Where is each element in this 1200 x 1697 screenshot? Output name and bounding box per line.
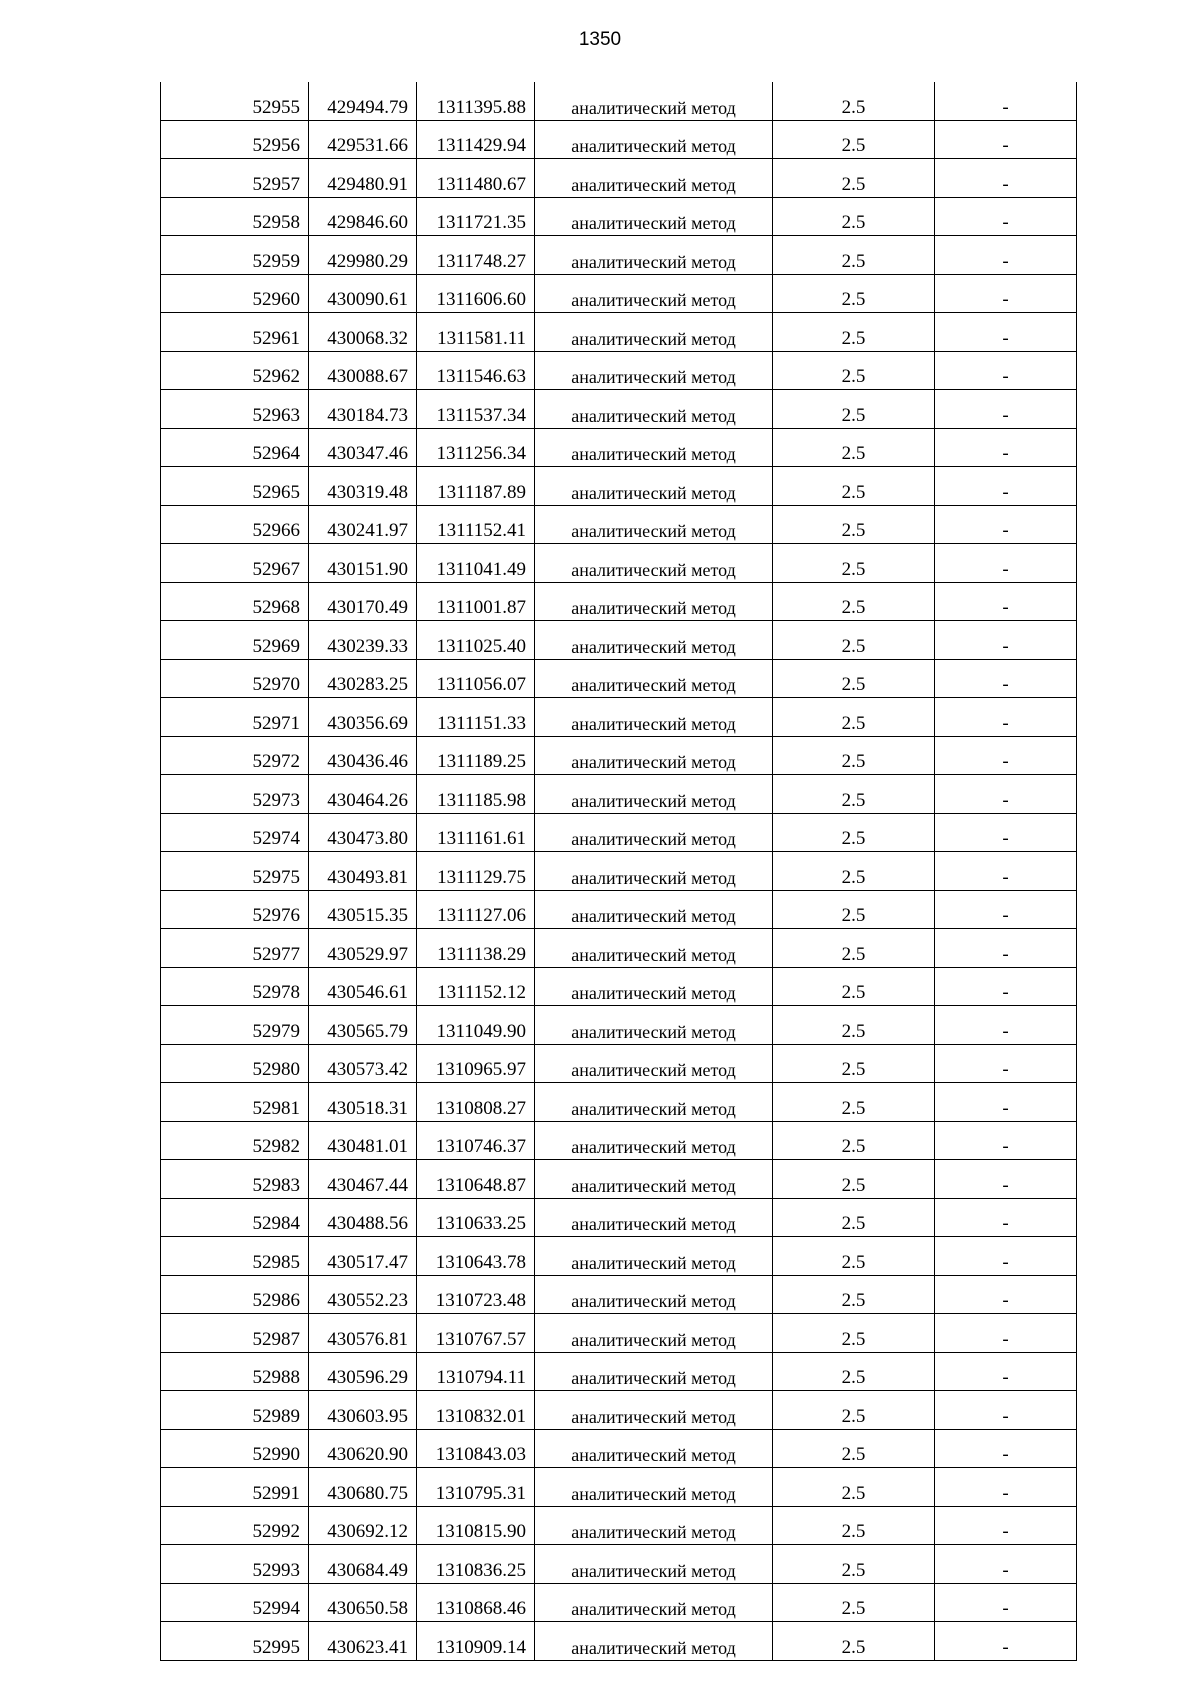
x-coordinate-cell: 429980.29 [309,236,417,275]
table-row [161,313,1077,352]
table-row [161,1083,1077,1122]
table-row [161,236,1077,275]
method-cell: аналитический метод [535,698,773,737]
note-cell: - [935,1275,1077,1314]
y-coordinate-cell: 1310746.37 [417,1121,535,1160]
y-coordinate-cell: 1310836.25 [417,1545,535,1584]
note-cell: - [935,1237,1077,1276]
method-cell: аналитический метод [535,236,773,275]
note-cell: - [935,621,1077,660]
point-number-cell: 52985 [161,1237,309,1276]
table-row [161,621,1077,660]
point-number-cell: 52973 [161,775,309,814]
y-coordinate-cell: 1311129.75 [417,852,535,891]
method-cell: аналитический метод [535,1314,773,1353]
x-coordinate-cell: 430464.26 [309,775,417,814]
accuracy-cell: 2.5 [773,582,935,621]
table-row [161,274,1077,313]
point-number-cell: 52974 [161,813,309,852]
x-coordinate-cell: 430170.49 [309,582,417,621]
point-number-cell: 52979 [161,1006,309,1045]
method-cell: аналитический метод [535,544,773,583]
note-cell: - [935,1121,1077,1160]
note-cell: - [935,544,1077,583]
accuracy-cell: 2.5 [773,1121,935,1160]
point-number-cell: 52970 [161,659,309,698]
y-coordinate-cell: 1310795.31 [417,1468,535,1507]
method-cell: аналитический метод [535,1083,773,1122]
point-number-cell: 52955 [161,82,309,120]
accuracy-cell: 2.5 [773,1429,935,1468]
accuracy-cell: 2.5 [773,1622,935,1661]
accuracy-cell: 2.5 [773,1545,935,1584]
table-row [161,120,1077,159]
x-coordinate-cell: 430493.81 [309,852,417,891]
table-row [161,390,1077,429]
x-coordinate-cell: 430473.80 [309,813,417,852]
note-cell: - [935,698,1077,737]
note-cell: - [935,1429,1077,1468]
x-coordinate-cell: 430573.42 [309,1044,417,1083]
table-row [161,1352,1077,1391]
note-cell: - [935,1160,1077,1199]
note-cell: - [935,852,1077,891]
point-number-cell: 52959 [161,236,309,275]
x-coordinate-cell: 430090.61 [309,274,417,313]
accuracy-cell: 2.5 [773,1352,935,1391]
note-cell: - [935,313,1077,352]
method-cell: аналитический метод [535,1121,773,1160]
table-row [161,813,1077,852]
table-row [161,197,1077,236]
x-coordinate-cell: 430515.35 [309,890,417,929]
table-row [161,775,1077,814]
point-number-cell: 52995 [161,1622,309,1661]
note-cell: - [935,1506,1077,1545]
method-cell: аналитический метод [535,1275,773,1314]
accuracy-cell: 2.5 [773,852,935,891]
accuracy-cell: 2.5 [773,967,935,1006]
point-number-cell: 52957 [161,159,309,198]
y-coordinate-cell: 1311581.11 [417,313,535,352]
table-row [161,505,1077,544]
accuracy-cell: 2.5 [773,736,935,775]
accuracy-cell: 2.5 [773,236,935,275]
method-cell: аналитический метод [535,1198,773,1237]
table-row [161,1391,1077,1430]
method-cell: аналитический метод [535,159,773,198]
point-number-cell: 52978 [161,967,309,1006]
method-cell: аналитический метод [535,775,773,814]
table-row [161,1545,1077,1584]
table-row [161,852,1077,891]
note-cell: - [935,890,1077,929]
note-cell: - [935,1352,1077,1391]
note-cell: - [935,1083,1077,1122]
point-number-cell: 52977 [161,929,309,968]
x-coordinate-cell: 430552.23 [309,1275,417,1314]
method-cell: аналитический метод [535,1044,773,1083]
method-cell: аналитический метод [535,505,773,544]
table-row [161,467,1077,506]
accuracy-cell: 2.5 [773,544,935,583]
y-coordinate-cell: 1311152.12 [417,967,535,1006]
y-coordinate-cell: 1311606.60 [417,274,535,313]
note-cell: - [935,197,1077,236]
accuracy-cell: 2.5 [773,1160,935,1199]
y-coordinate-cell: 1310815.90 [417,1506,535,1545]
note-cell: - [935,1545,1077,1584]
method-cell: аналитический метод [535,1622,773,1661]
point-number-cell: 52967 [161,544,309,583]
y-coordinate-cell: 1311138.29 [417,929,535,968]
accuracy-cell: 2.5 [773,1468,935,1507]
method-cell: аналитический метод [535,736,773,775]
accuracy-cell: 2.5 [773,313,935,352]
accuracy-cell: 2.5 [773,390,935,429]
method-cell: аналитический метод [535,929,773,968]
method-cell: аналитический метод [535,1583,773,1622]
method-cell: аналитический метод [535,1160,773,1199]
point-number-cell: 52969 [161,621,309,660]
y-coordinate-cell: 1311480.67 [417,159,535,198]
point-number-cell: 52982 [161,1121,309,1160]
x-coordinate-cell: 430467.44 [309,1160,417,1199]
x-coordinate-cell: 430088.67 [309,351,417,390]
y-coordinate-cell: 1311025.40 [417,621,535,660]
note-cell: - [935,1044,1077,1083]
note-cell: - [935,967,1077,1006]
y-coordinate-cell: 1311041.49 [417,544,535,583]
note-cell: - [935,351,1077,390]
table-row [161,1198,1077,1237]
y-coordinate-cell: 1310648.87 [417,1160,535,1199]
accuracy-cell: 2.5 [773,159,935,198]
table-row [161,428,1077,467]
x-coordinate-cell: 430692.12 [309,1506,417,1545]
point-number-cell: 52975 [161,852,309,891]
table-row [161,582,1077,621]
accuracy-cell: 2.5 [773,775,935,814]
method-cell: аналитический метод [535,1237,773,1276]
table-row [161,1583,1077,1622]
table-row [161,1275,1077,1314]
method-cell: аналитический метод [535,1391,773,1430]
x-coordinate-cell: 430620.90 [309,1429,417,1468]
x-coordinate-cell: 430481.01 [309,1121,417,1160]
method-cell: аналитический метод [535,967,773,1006]
accuracy-cell: 2.5 [773,1391,935,1430]
method-cell: аналитический метод [535,1006,773,1045]
y-coordinate-cell: 1311152.41 [417,505,535,544]
table-row [161,1429,1077,1468]
note-cell: - [935,467,1077,506]
x-coordinate-cell: 430151.90 [309,544,417,583]
note-cell: - [935,736,1077,775]
accuracy-cell: 2.5 [773,813,935,852]
y-coordinate-cell: 1311429.94 [417,120,535,159]
method-cell: аналитический метод [535,120,773,159]
note-cell: - [935,659,1077,698]
method-cell: аналитический метод [535,621,773,660]
accuracy-cell: 2.5 [773,197,935,236]
y-coordinate-cell: 1310808.27 [417,1083,535,1122]
note-cell: - [935,236,1077,275]
point-number-cell: 52968 [161,582,309,621]
note-cell: - [935,159,1077,198]
point-number-cell: 52984 [161,1198,309,1237]
y-coordinate-cell: 1311546.63 [417,351,535,390]
accuracy-cell: 2.5 [773,351,935,390]
x-coordinate-cell: 430603.95 [309,1391,417,1430]
method-cell: аналитический метод [535,274,773,313]
y-coordinate-cell: 1311187.89 [417,467,535,506]
point-number-cell: 52960 [161,274,309,313]
accuracy-cell: 2.5 [773,1506,935,1545]
y-coordinate-cell: 1310794.11 [417,1352,535,1391]
method-cell: аналитический метод [535,890,773,929]
y-coordinate-cell: 1310843.03 [417,1429,535,1468]
accuracy-cell: 2.5 [773,621,935,660]
x-coordinate-cell: 430650.58 [309,1583,417,1622]
y-coordinate-cell: 1311748.27 [417,236,535,275]
note-cell: - [935,274,1077,313]
y-coordinate-cell: 1311395.88 [417,82,535,120]
point-number-cell: 52966 [161,505,309,544]
x-coordinate-cell: 430319.48 [309,467,417,506]
point-number-cell: 52987 [161,1314,309,1353]
y-coordinate-cell: 1310832.01 [417,1391,535,1430]
table-row [161,967,1077,1006]
accuracy-cell: 2.5 [773,659,935,698]
x-coordinate-cell: 430680.75 [309,1468,417,1507]
point-number-cell: 52971 [161,698,309,737]
y-coordinate-cell: 1310723.48 [417,1275,535,1314]
point-number-cell: 52958 [161,197,309,236]
point-number-cell: 52992 [161,1506,309,1545]
x-coordinate-cell: 429531.66 [309,120,417,159]
point-number-cell: 52963 [161,390,309,429]
y-coordinate-cell: 1310868.46 [417,1583,535,1622]
page-number: 1350 [578,29,622,50]
x-coordinate-cell: 430068.32 [309,313,417,352]
table-row [161,82,1077,120]
y-coordinate-cell: 1311001.87 [417,582,535,621]
note-cell: - [935,1391,1077,1430]
note-cell: - [935,1583,1077,1622]
x-coordinate-cell: 430565.79 [309,1006,417,1045]
point-number-cell: 52993 [161,1545,309,1584]
note-cell: - [935,505,1077,544]
method-cell: аналитический метод [535,428,773,467]
point-number-cell: 52965 [161,467,309,506]
method-cell: аналитический метод [535,351,773,390]
method-cell: аналитический метод [535,659,773,698]
y-coordinate-cell: 1310643.78 [417,1237,535,1276]
coordinates-table [160,82,1077,1661]
method-cell: аналитический метод [535,852,773,891]
x-coordinate-cell: 430576.81 [309,1314,417,1353]
note-cell: - [935,82,1077,120]
y-coordinate-cell: 1310767.57 [417,1314,535,1353]
accuracy-cell: 2.5 [773,929,935,968]
table-row [161,1622,1077,1661]
x-coordinate-cell: 430356.69 [309,698,417,737]
table-row [161,698,1077,737]
table-row [161,929,1077,968]
table-row [161,1237,1077,1276]
method-cell: аналитический метод [535,390,773,429]
x-coordinate-cell: 430347.46 [309,428,417,467]
x-coordinate-cell: 430546.61 [309,967,417,1006]
y-coordinate-cell: 1311049.90 [417,1006,535,1045]
note-cell: - [935,775,1077,814]
y-coordinate-cell: 1311185.98 [417,775,535,814]
y-coordinate-cell: 1310633.25 [417,1198,535,1237]
method-cell: аналитический метод [535,813,773,852]
y-coordinate-cell: 1311161.61 [417,813,535,852]
method-cell: аналитический метод [535,1506,773,1545]
note-cell: - [935,1314,1077,1353]
accuracy-cell: 2.5 [773,82,935,120]
method-cell: аналитический метод [535,582,773,621]
y-coordinate-cell: 1311537.34 [417,390,535,429]
table-row [161,544,1077,583]
x-coordinate-cell: 430239.33 [309,621,417,660]
method-cell: аналитический метод [535,1545,773,1584]
accuracy-cell: 2.5 [773,1237,935,1276]
table-row [161,351,1077,390]
table-row [161,1468,1077,1507]
x-coordinate-cell: 430596.29 [309,1352,417,1391]
x-coordinate-cell: 429480.91 [309,159,417,198]
x-coordinate-cell: 430184.73 [309,390,417,429]
x-coordinate-cell: 430488.56 [309,1198,417,1237]
x-coordinate-cell: 429494.79 [309,82,417,120]
accuracy-cell: 2.5 [773,698,935,737]
accuracy-cell: 2.5 [773,1044,935,1083]
table-row [161,659,1077,698]
table-row [161,1506,1077,1545]
note-cell: - [935,1006,1077,1045]
x-coordinate-cell: 430518.31 [309,1083,417,1122]
point-number-cell: 52990 [161,1429,309,1468]
table-row [161,1044,1077,1083]
method-cell: аналитический метод [535,467,773,506]
point-number-cell: 52981 [161,1083,309,1122]
x-coordinate-cell: 430283.25 [309,659,417,698]
accuracy-cell: 2.5 [773,1314,935,1353]
note-cell: - [935,120,1077,159]
table-row [161,1121,1077,1160]
point-number-cell: 52980 [161,1044,309,1083]
method-cell: аналитический метод [535,1352,773,1391]
method-cell: аналитический метод [535,1468,773,1507]
accuracy-cell: 2.5 [773,274,935,313]
y-coordinate-cell: 1311127.06 [417,890,535,929]
note-cell: - [935,813,1077,852]
note-cell: - [935,929,1077,968]
x-coordinate-cell: 429846.60 [309,197,417,236]
y-coordinate-cell: 1310965.97 [417,1044,535,1083]
point-number-cell: 52972 [161,736,309,775]
method-cell: аналитический метод [535,197,773,236]
point-number-cell: 52964 [161,428,309,467]
coordinates-table-body [161,82,1077,1660]
x-coordinate-cell: 430529.97 [309,929,417,968]
note-cell: - [935,428,1077,467]
point-number-cell: 52956 [161,120,309,159]
accuracy-cell: 2.5 [773,505,935,544]
y-coordinate-cell: 1310909.14 [417,1622,535,1661]
y-coordinate-cell: 1311056.07 [417,659,535,698]
table-row [161,159,1077,198]
point-number-cell: 52991 [161,1468,309,1507]
note-cell: - [935,1468,1077,1507]
accuracy-cell: 2.5 [773,1275,935,1314]
point-number-cell: 52983 [161,1160,309,1199]
accuracy-cell: 2.5 [773,1583,935,1622]
table-row [161,1006,1077,1045]
y-coordinate-cell: 1311189.25 [417,736,535,775]
x-coordinate-cell: 430684.49 [309,1545,417,1584]
y-coordinate-cell: 1311256.34 [417,428,535,467]
method-cell: аналитический метод [535,1429,773,1468]
accuracy-cell: 2.5 [773,428,935,467]
point-number-cell: 52961 [161,313,309,352]
note-cell: - [935,1622,1077,1661]
method-cell: аналитический метод [535,82,773,120]
point-number-cell: 52962 [161,351,309,390]
table-row [161,1314,1077,1353]
accuracy-cell: 2.5 [773,1198,935,1237]
x-coordinate-cell: 430241.97 [309,505,417,544]
note-cell: - [935,582,1077,621]
table-row [161,1160,1077,1199]
point-number-cell: 52986 [161,1275,309,1314]
x-coordinate-cell: 430517.47 [309,1237,417,1276]
accuracy-cell: 2.5 [773,1083,935,1122]
point-number-cell: 52994 [161,1583,309,1622]
x-coordinate-cell: 430623.41 [309,1622,417,1661]
note-cell: - [935,390,1077,429]
accuracy-cell: 2.5 [773,120,935,159]
method-cell: аналитический метод [535,313,773,352]
table-row [161,736,1077,775]
point-number-cell: 52988 [161,1352,309,1391]
accuracy-cell: 2.5 [773,1006,935,1045]
table-row [161,890,1077,929]
y-coordinate-cell: 1311151.33 [417,698,535,737]
point-number-cell: 52976 [161,890,309,929]
point-number-cell: 52989 [161,1391,309,1430]
accuracy-cell: 2.5 [773,467,935,506]
note-cell: - [935,1198,1077,1237]
accuracy-cell: 2.5 [773,890,935,929]
y-coordinate-cell: 1311721.35 [417,197,535,236]
x-coordinate-cell: 430436.46 [309,736,417,775]
